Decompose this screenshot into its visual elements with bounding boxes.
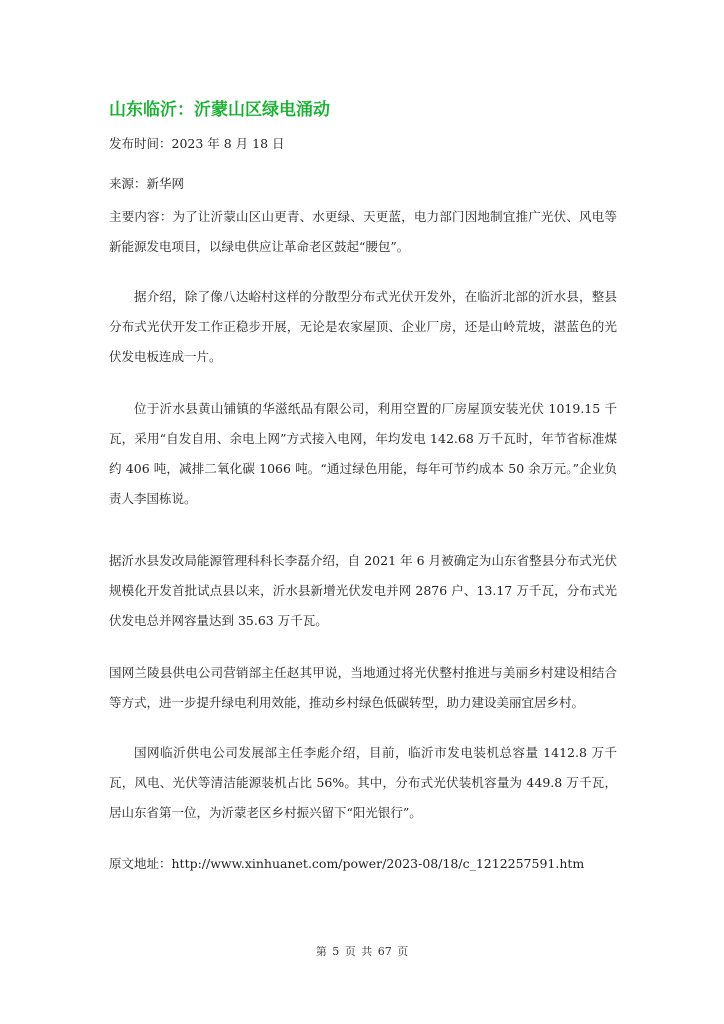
paragraph-linyi: 国网临沂供电公司发展部主任李彪介绍，目前，临沂市发电装机总容量 1412.8 万千瓦，风电、光伏等清洁能源装机占比 56%。其中，分布式光伏装机容量为 449.8 万千瓦，居山东省第一位，为沂蒙老区乡村振兴留下“阳光银行”。 (109, 745, 617, 820)
paragraph-summary: 主要内容：为了让沂蒙山区山更青、水更绿、天更蓝，电力部门因地制宜推广光伏、风电等新能源发电项目，以绿电供应让革命老区鼓起“腰包”。 (109, 209, 617, 254)
paragraph-company: 位于沂水县黄山铺镇的华滋纸品有限公司，利用空置的厂房屋顶安装光伏 1019.15 千瓦，采用“自发自用、余电上网”方式接入电网，年均发电 142.68 万千瓦时，年节省标准煤约 406 吨，减排二氧化碳 1066 吨。“通过绿色用能，每年可节约成本 50 余万元。”企业负责人李国栋说。 (109, 401, 617, 506)
paragraph-intro: 据介绍，除了像八达峪村这样的分散型分布式光伏开发外，在临沂北部的沂水县，整县分布式光伏开发工作正稳步开展，无论是农家屋顶、企业厂房，还是山岭荒坡，湛蓝色的光伏发电板连成一片。 (109, 289, 617, 364)
page-indicator: 第 5 页 共 67 页 (315, 945, 409, 958)
publish-time: 发布时间：2023 年 8 月 18 日 (109, 136, 285, 151)
article-source: 来源：新华网 (109, 176, 185, 191)
paragraph-yishui: 据沂水县发改局能源管理科科长李磊介绍，自 2021 年 6 月被确定为山东省整县分布式光伏规模化开发首批试点县以来，沂水县新增光伏发电并网 2876 户、13.17 万千瓦，分布式光伏发电总并网容量达到 35.63 万千瓦。 (109, 553, 617, 628)
paragraph-lanling: 国网兰陵县供电公司营销部主任赵其甲说，当地通过将光伏整村推进与美丽乡村建设相结合等方式，进一步提升绿电利用效能，推动乡村绿色低碳转型，助力建设美丽宜居乡村。 (109, 665, 617, 710)
original-url-link[interactable]: 原文地址：http://www.xinhuanet.com/power/2023-08/18/c_1212257591.htm (109, 856, 585, 871)
article-title: 山东临沂：沂蒙山区绿电涌动 (109, 100, 330, 120)
